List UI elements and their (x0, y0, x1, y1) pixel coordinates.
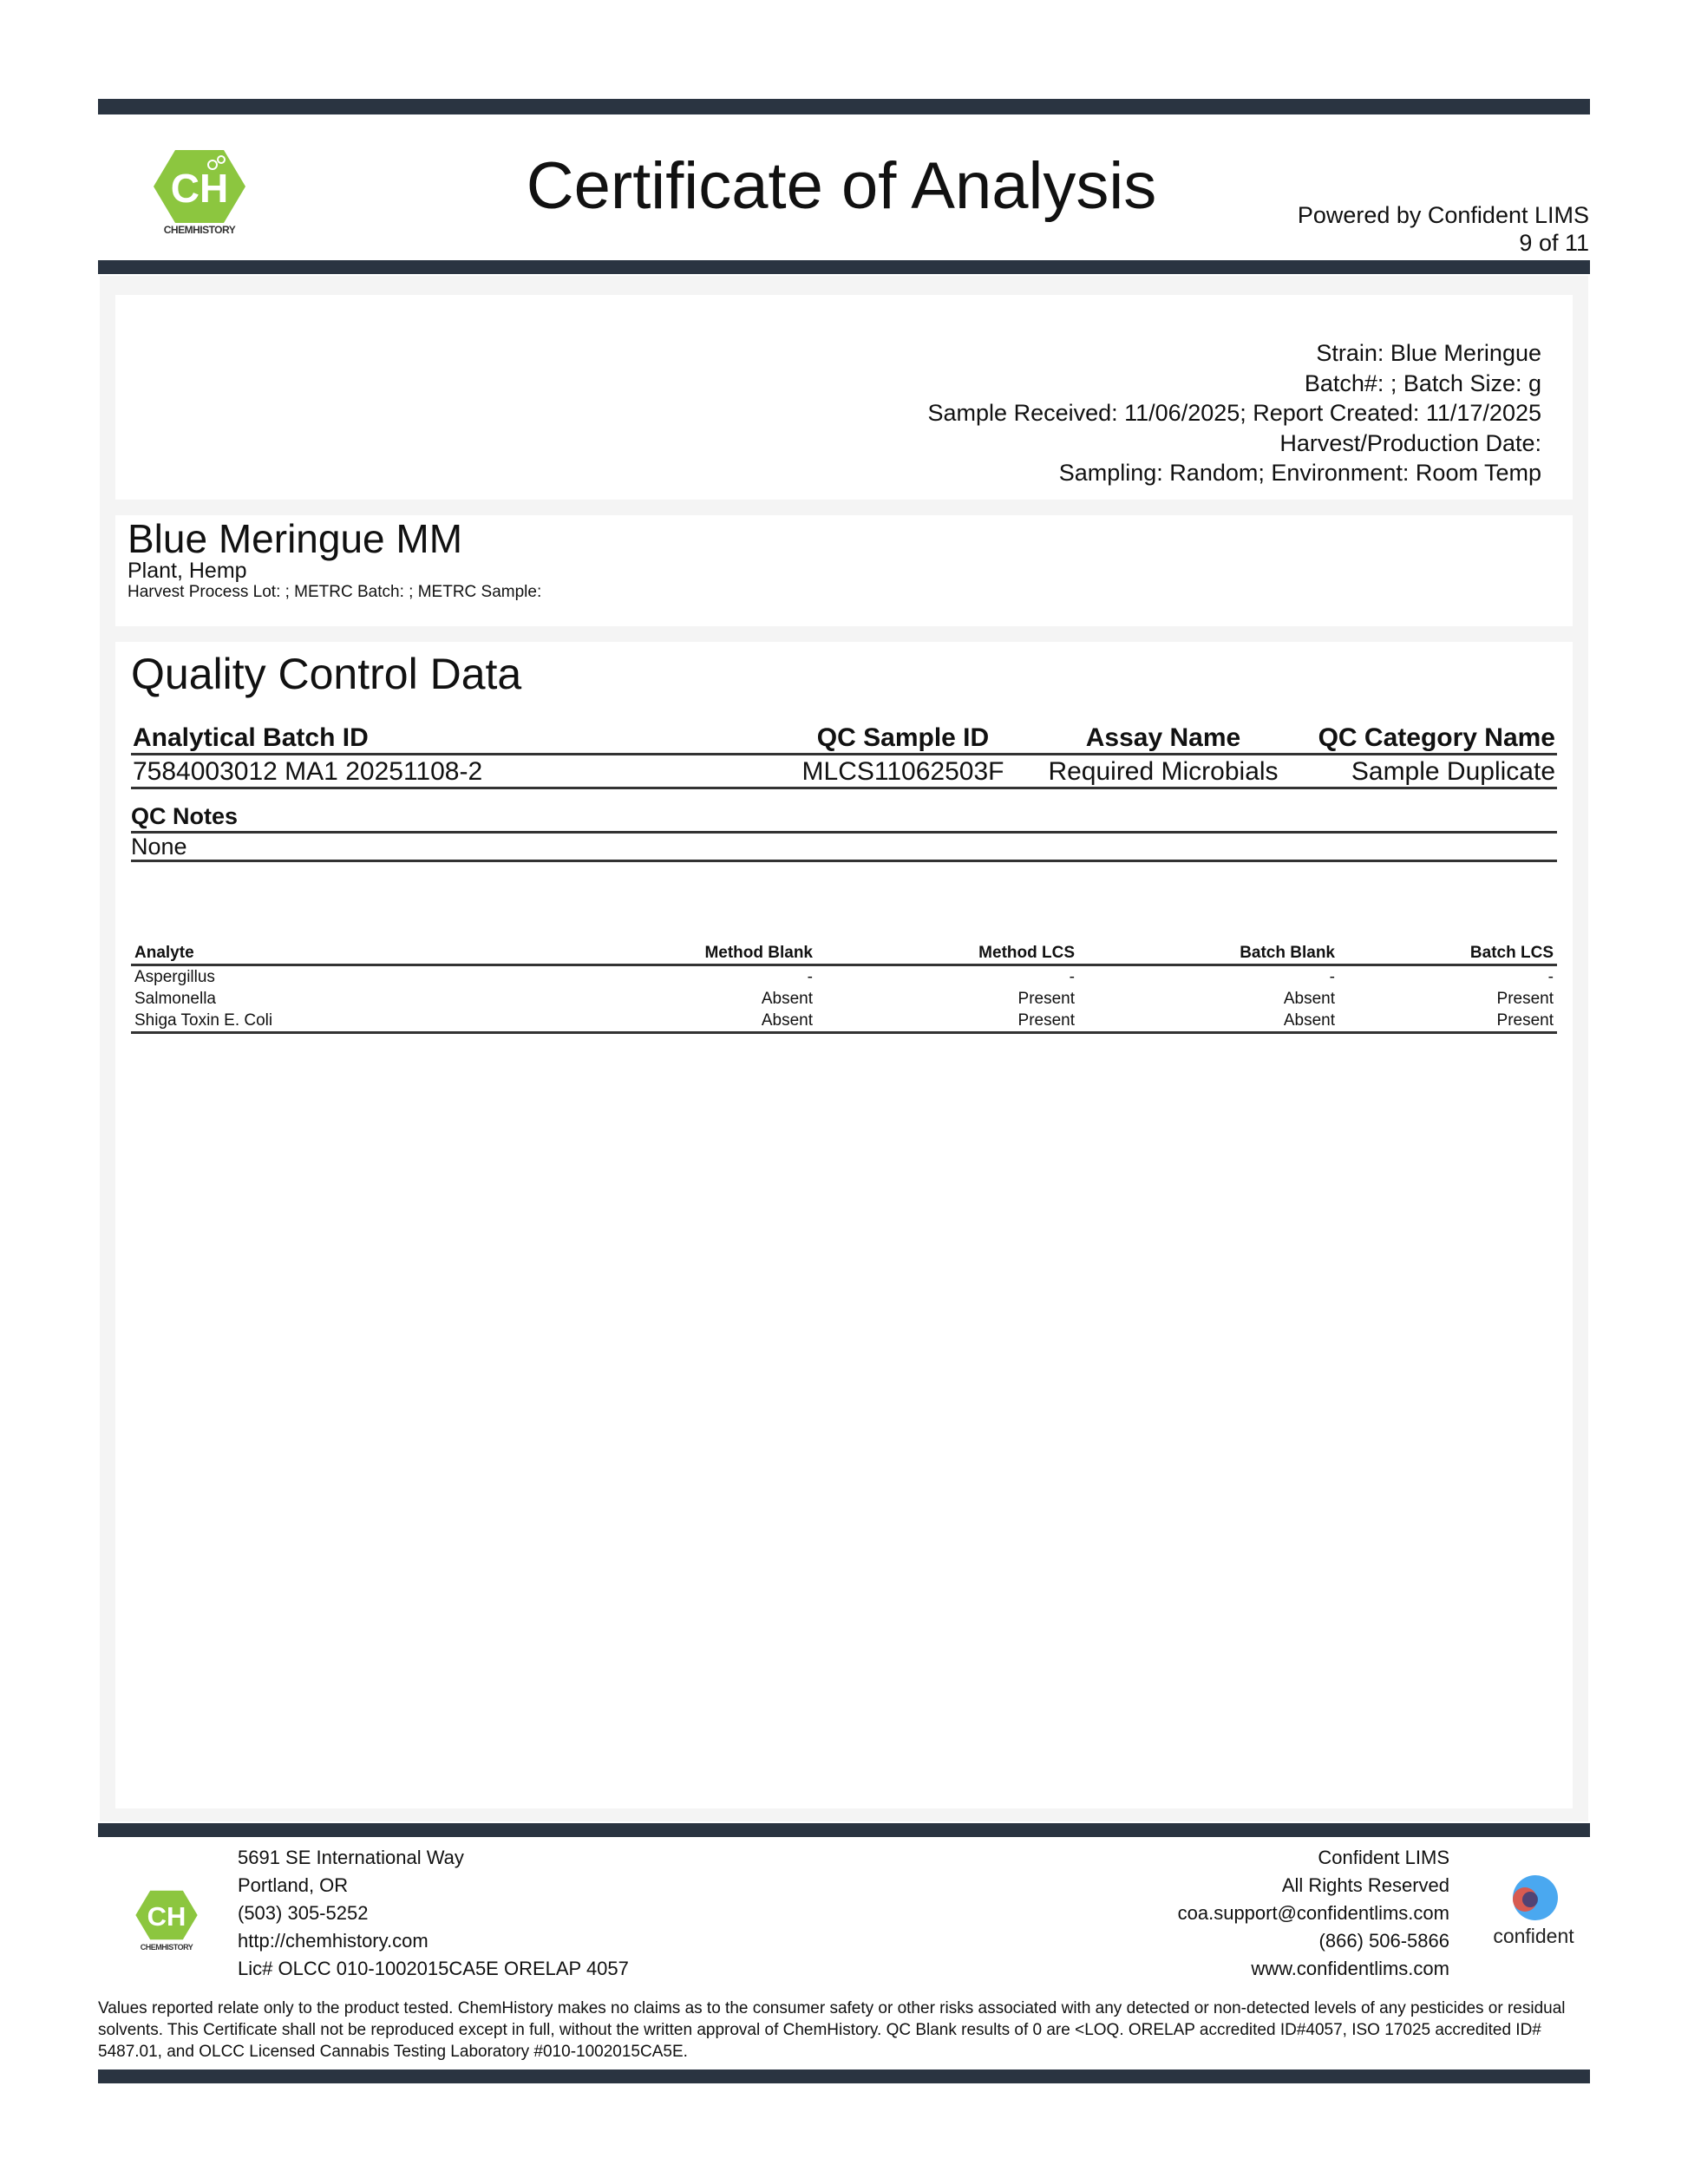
header-analyte: Analyte (134, 944, 194, 962)
lims-email: coa.support@confidentlims.com (1177, 1902, 1449, 1924)
lab-phone: (503) 305-5252 (238, 1902, 369, 1924)
batch-blank: Absent (1283, 1011, 1335, 1030)
lims-name: Confident LIMS (1318, 1847, 1449, 1868)
svg-text:confident: confident (1493, 1925, 1574, 1947)
powered-by (1298, 201, 1589, 257)
lims-contact (1178, 1844, 1449, 1983)
batch: Batch#: ; Batch Size: g (1304, 369, 1541, 396)
qc-category: Sample Duplicate (1351, 757, 1555, 786)
lab-street: 5691 SE International Way (238, 1847, 464, 1868)
sample-info (928, 338, 1541, 488)
confident-logo (1482, 1872, 1586, 1950)
batch-lcs: Present (1496, 1011, 1554, 1030)
header-bottom-bar (98, 260, 1590, 274)
method-blank: Absent (761, 1011, 813, 1030)
header-batch-id: Analytical Batch ID (133, 723, 369, 752)
lab-city: Portland, OR (238, 1874, 349, 1896)
header-batch-lcs: Batch LCS (1469, 944, 1554, 962)
analyte-table-header (131, 942, 1557, 966)
header-method-blank: Method Blank (704, 944, 813, 962)
qc-title: Quality Control Data (131, 650, 522, 698)
chemhistory-footer-logo: CH CHEMHISTORY (134, 1887, 199, 1957)
batch-blank: Absent (1283, 990, 1335, 1008)
disclaimer: Values reported relate only to the product tested. ChemHistory makes no claims as to the consumer safety or other risks associated with any detected or non-detected levels of any pesticides or residual solvents. This Certificate shall not be reproduced except in full, without the written approval of ChemHistory. QC Blank results of 0 are <LOQ. ORELAP accredited ID#4057, ISO 17025 accredited ID# 5487.01, and OLCC Licensed Cannabis Testing Laboratory #010-1002015CA5E. (98, 1999, 1566, 2061)
footer-top-bar (98, 1823, 1590, 1837)
harvest-date: Harvest/Production Date: (1279, 429, 1541, 456)
batch-table (131, 722, 1557, 789)
footer-bottom-bar (98, 2070, 1590, 2083)
batch-blank: - (1329, 968, 1335, 986)
header-batch-blank: Batch Blank (1240, 944, 1335, 962)
powered-by-text: Powered by Confident LIMS (1297, 202, 1589, 228)
method-lcs: Present (1017, 990, 1075, 1008)
header-category: QC Category Name (1318, 723, 1555, 752)
table-row (131, 755, 1557, 789)
method-blank: - (807, 968, 813, 986)
lims-rights: All Rights Reserved (1281, 1874, 1449, 1896)
analyte-name: Salmonella (134, 990, 216, 1008)
method-lcs: - (1069, 968, 1075, 986)
header-method-lcs: Method LCS (978, 944, 1075, 962)
analyte-table (131, 942, 1557, 1034)
header-sample-id: QC Sample ID (816, 723, 990, 752)
batch-table-header (131, 722, 1557, 755)
lab-website: http://chemhistory.com (238, 1930, 429, 1952)
batch-id: 7584003012 MA1 20251108-2 (133, 757, 483, 786)
lims-phone: (866) 506-5866 (1318, 1930, 1449, 1952)
product-name: Blue Meringue MM (128, 516, 463, 561)
qc-notes-value: None (131, 834, 1557, 862)
strain: Strain: Blue Meringue (1316, 340, 1541, 366)
lab-address (238, 1844, 629, 1983)
header-top-bar (98, 99, 1590, 114)
table-row (131, 988, 1557, 1010)
batch-lcs: Present (1496, 990, 1554, 1008)
svg-text:CH: CH (147, 1901, 186, 1932)
header-assay: Assay Name (1085, 723, 1241, 752)
analyte-name: Aspergillus (134, 968, 215, 986)
qc-notes-header: QC Notes (131, 803, 1557, 834)
sample-info-card (115, 295, 1573, 500)
chemhistory-logo: CH CHEMHISTORY (152, 147, 247, 243)
product-lots: Harvest Process Lot: ; METRC Batch: ; METRC Sample: (128, 583, 542, 601)
sample-dates: Sample Received: 11/06/2025; Report Created: 11/17/2025 (927, 400, 1541, 426)
product-type: Plant, Hemp (128, 559, 247, 583)
batch-lcs: - (1547, 968, 1554, 986)
table-row (131, 966, 1557, 988)
lab-license: Lic# OLCC 010-1002015CA5E ORELAP 4057 (238, 1958, 629, 1979)
method-blank: Absent (761, 990, 813, 1008)
product-card (115, 515, 1573, 626)
table-row (131, 1010, 1557, 1034)
sampling: Sampling: Random; Environment: Room Temp (1058, 460, 1541, 486)
qc-card (115, 642, 1573, 1808)
svg-text:CH: CH (170, 166, 229, 211)
qc-notes (131, 803, 1557, 862)
analyte-name: Shiga Toxin E. Coli (134, 1011, 273, 1030)
lims-website: www.confidentlims.com (1251, 1958, 1449, 1979)
page-title: Certificate of Analysis (526, 149, 1157, 223)
method-lcs: Present (1017, 1011, 1075, 1030)
page-number: 9 of 11 (1519, 230, 1589, 256)
assay-name: Required Microbials (1048, 757, 1279, 786)
qc-sample-id: MLCS11062503F (801, 757, 1004, 786)
